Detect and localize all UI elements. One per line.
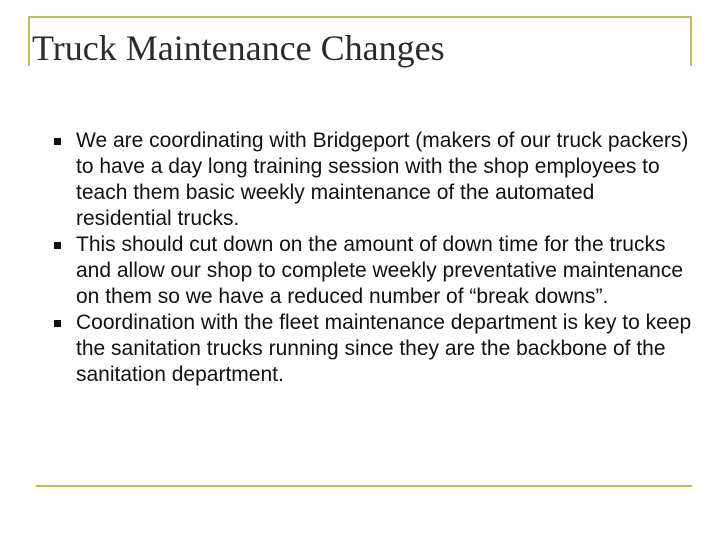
bullet-text: Coordination with the fleet maintenance department is key to keep the sanitation trucks running since they are the backbone of the sanitation department. xyxy=(76,311,692,386)
bullet-item xyxy=(54,128,694,232)
title-frame-left-line xyxy=(28,16,30,66)
title-frame-top-line xyxy=(28,16,692,18)
bullet-item xyxy=(54,310,694,388)
bullet-list xyxy=(54,128,694,388)
slide-title: Truck Maintenance Changes xyxy=(32,28,445,68)
bullet-text: This should cut down on the amount of down time for the trucks and allow our shop to complete weekly preventative maintenance on them so we have a reduced number of “break downs”. xyxy=(76,233,684,308)
square-bullet-icon xyxy=(54,320,61,327)
square-bullet-icon xyxy=(54,138,61,145)
bullet-text: We are coordinating with Bridgeport (makers of our truck packers) to have a day long training session with the shop employees to teach them basic weekly maintenance of the automated residential trucks. xyxy=(76,129,689,230)
bottom-divider-line xyxy=(36,485,692,487)
title-frame-right-line xyxy=(690,16,692,66)
bullet-item xyxy=(54,232,694,310)
square-bullet-icon xyxy=(54,242,61,249)
